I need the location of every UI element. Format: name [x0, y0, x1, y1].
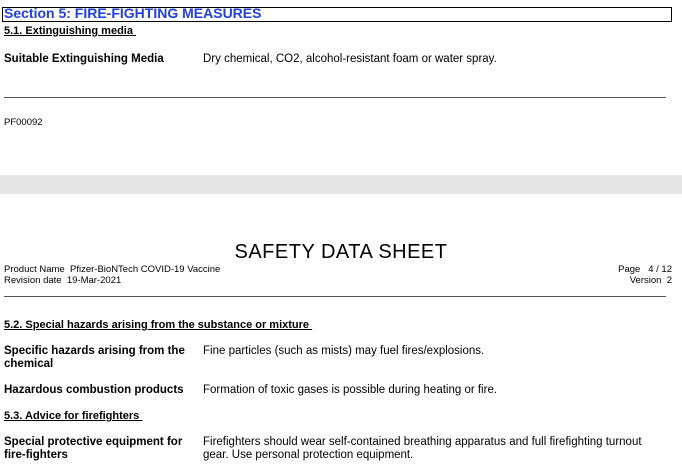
combustion-products-label: Hazardous combustion products: [4, 384, 184, 396]
version-number: Version 2: [629, 275, 672, 286]
revision-date-label: Revision date: [4, 275, 62, 286]
document-title: SAFETY DATA SHEET: [234, 241, 448, 263]
product-name-row: [4, 264, 220, 275]
combustion-products-value: Formation of toxic gases is possible during heating or fire.: [203, 384, 498, 396]
product-name-value: Pfizer-BioNTech COVID-19 Vaccine: [70, 264, 221, 275]
subsection-heading-5-3: 5.3. Advice for firefighters: [4, 410, 143, 422]
protective-equipment-value: [203, 436, 642, 462]
protective-equipment-label-line-2: fire-fighters: [4, 449, 68, 461]
document-code: PF00092: [4, 117, 43, 128]
page-break: [0, 175, 682, 194]
product-name-label: Product Name: [4, 264, 65, 275]
page-number: Page 4 / 12: [618, 264, 672, 275]
protective-equipment-label-line-1: Special protective equipment for: [4, 436, 183, 448]
protective-equipment-label: [4, 436, 182, 462]
subsection-heading-5-2: 5.2. Special hazards arising from the substance or mixture: [4, 319, 313, 331]
protective-equipment-value-line-1: Firefighters should wear self-contained breathing apparatus and full firefighting turnout: [203, 436, 642, 448]
revision-date-value: 19-Mar-2021: [66, 275, 122, 286]
protective-equipment-value-line-2: gear. Use personal protection equipment.: [203, 449, 414, 461]
specific-hazards-label-line-2: chemical: [4, 358, 54, 370]
section-title: Section 5: FIRE-FIGHTING MEASURES: [4, 5, 262, 21]
specific-hazards-label-line-1: Specific hazards arising from the: [4, 345, 185, 357]
extinguishing-media-value: Dry chemical, CO2, alcohol-resistant foam or water spray.: [203, 53, 497, 65]
extinguishing-media-label: Suitable Extinguishing Media: [4, 53, 164, 65]
divider: [4, 296, 666, 297]
specific-hazards-label: [4, 345, 185, 371]
revision-date-row: [4, 275, 121, 286]
subsection-heading-5-1: 5.1. Extinguishing media: [4, 25, 137, 37]
divider: [4, 97, 666, 98]
specific-hazards-value: Fine particles (such as mists) may fuel fires/explosions.: [203, 345, 485, 357]
